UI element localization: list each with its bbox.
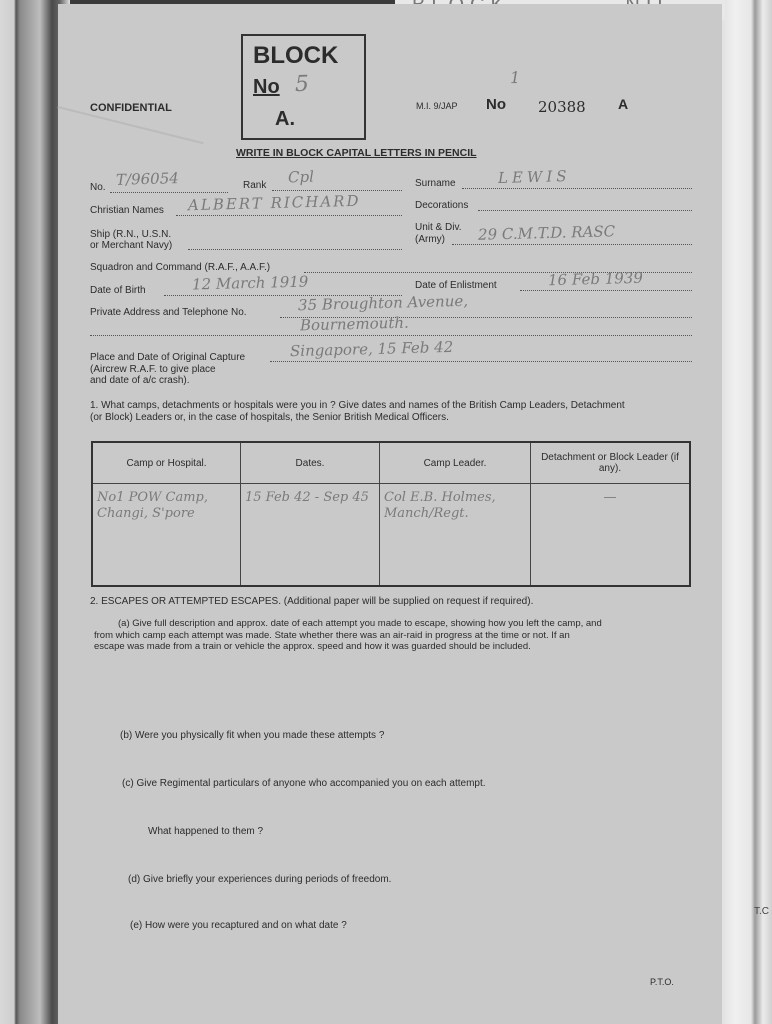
- unit-value: 29 C.M.T.D. RASC: [477, 222, 616, 244]
- camp-table-header: [92, 442, 690, 484]
- form-no-label: No: [486, 96, 506, 113]
- enlistment-label: Date of Enlistment: [415, 280, 497, 291]
- question-2a-line-2: from which camp each attempt was made. State whether there was an air-raid in progress at the time or not. If an: [94, 630, 570, 641]
- capture-label-3: and date of a/c crash).: [90, 375, 190, 386]
- col-camp: Camp or Hospital.: [92, 442, 241, 484]
- question-2b: (b) Were you physically fit when you made these attempts ?: [120, 730, 385, 741]
- form-no-prefix: 1: [509, 67, 521, 88]
- form-suffix: A: [618, 96, 629, 112]
- christian-names-label: Christian Names: [90, 205, 164, 216]
- enlistment-value: 16 Feb 1939: [547, 268, 644, 290]
- question-2e: (e) How were you recaptured and on what date ?: [130, 920, 347, 931]
- surname-value: LEWIS: [497, 167, 571, 187]
- surname-label: Surname: [415, 178, 456, 189]
- question-2d: (d) Give briefly your experiences during periods of freedom.: [128, 874, 392, 885]
- block-no-written: 5: [294, 71, 310, 98]
- cell-dates: 15 Feb 42 - Sep 45: [241, 484, 380, 587]
- col-camp-leader: Camp Leader.: [380, 442, 531, 484]
- address-line-1: 35 Broughton Avenue,: [297, 291, 469, 315]
- block-letter: A.: [275, 108, 295, 130]
- no-value: T/96054: [115, 169, 180, 189]
- question-2c: (c) Give Regimental particulars of anyone who accompanied you on each attempt.: [122, 778, 486, 789]
- question-1-line-2: (or Block) Leaders or, in the case of hospitals, the Senior British Medical Officers.: [90, 412, 449, 423]
- dob-label: Date of Birth: [90, 285, 146, 296]
- capture-value: Singapore, 15 Feb 42: [289, 337, 454, 361]
- no-label: No.: [90, 182, 106, 193]
- address-label: Private Address and Telephone No.: [90, 307, 247, 318]
- rank-value: Cpl: [287, 167, 315, 187]
- christian-names-value: ALBERT RICHARD: [187, 191, 361, 215]
- dob-value: 12 March 1919: [191, 272, 309, 294]
- capture-label-2: (Aircrew R.A.F. to give place: [90, 364, 216, 375]
- edge-text: T.C: [754, 906, 769, 917]
- unit-label-2: (Army): [415, 234, 445, 245]
- capture-label-1: Place and Date of Original Capture: [90, 352, 246, 363]
- decorations-label: Decorations: [415, 200, 469, 211]
- block-label: BLOCK: [253, 42, 339, 69]
- col-detachment-leader: Detachment or Block Leader (if any).: [531, 442, 691, 484]
- camp-table: [91, 441, 691, 587]
- block-stamp: [241, 34, 366, 140]
- question-2a-line-3: escape was made from a train or vehicle the approx. speed and how it was guarded should be included.: [94, 641, 531, 652]
- mi-reference: M.I. 9/JAP: [416, 101, 458, 111]
- address-line-2: Bournemouth.: [299, 313, 410, 335]
- question-1-line-1: 1. What camps, detachments or hospitals were you in ? Give dates and names of the British Camp Leaders, Detachment: [90, 400, 625, 411]
- ship-label-1: Ship (R.N., U.S.N.: [90, 229, 172, 240]
- cell-detachment-leader: —: [531, 484, 691, 587]
- table-row: [92, 484, 690, 587]
- cell-camp: No1 POW Camp, Changi, S'pore: [92, 484, 241, 587]
- question-2-heading: 2. ESCAPES OR ATTEMPTED ESCAPES. (Additional paper will be supplied on request if required).: [90, 596, 534, 607]
- pow-questionnaire-form: [58, 4, 722, 1024]
- ship-label-2: or Merchant Navy): [90, 240, 173, 251]
- question-2a-line-1: (a) Give full description and approx. date of each attempt you made to escape, showing how you left the camp, and: [118, 618, 602, 629]
- rank-label: Rank: [243, 180, 267, 191]
- unit-label-1: Unit & Div.: [415, 222, 462, 233]
- pto-label: P.T.O.: [650, 977, 674, 987]
- form-number: 20388: [538, 98, 586, 116]
- squadron-label: Squadron and Command (R.A.F., A.A.F.): [90, 262, 271, 273]
- pencil-instruction: WRITE IN BLOCK CAPITAL LETTERS IN PENCIL: [236, 147, 477, 159]
- question-2c-followup: What happened to them ?: [148, 826, 264, 837]
- col-dates: Dates.: [241, 442, 380, 484]
- paper-stack-right: [715, 0, 772, 1024]
- block-no-label: No: [253, 76, 280, 98]
- confidential-label: CONFIDENTIAL: [90, 102, 172, 114]
- cell-camp-leader: Col E.B. Holmes, Manch/Regt.: [380, 484, 531, 587]
